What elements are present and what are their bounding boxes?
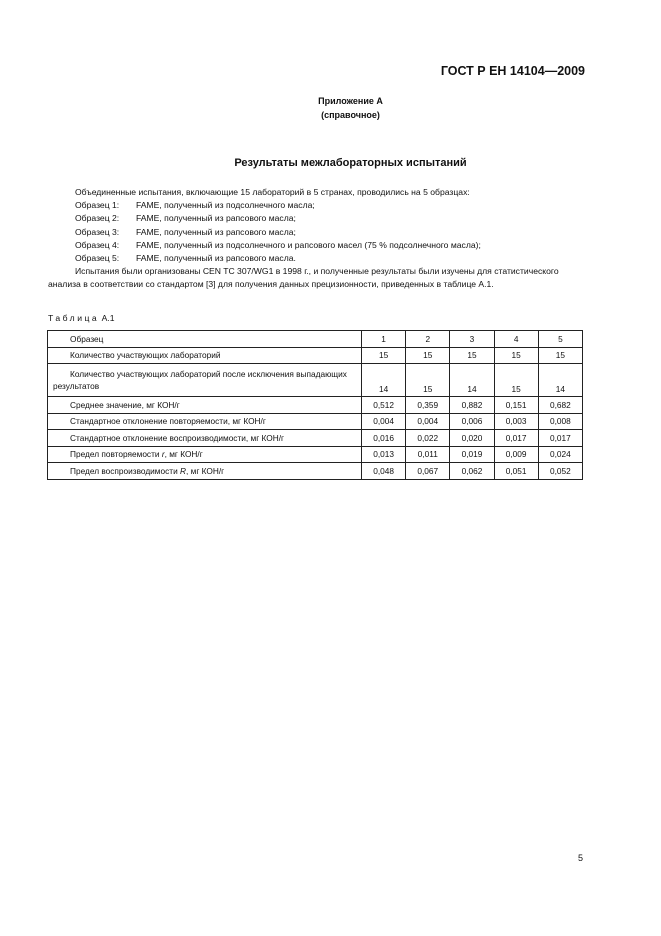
row-label [48, 463, 362, 480]
samples-list [48, 199, 584, 265]
document-code: ГОСТ Р ЕН 14104—2009 [440, 64, 585, 78]
sample-label: Образец 3: [75, 226, 120, 237]
value-cell: 15 [406, 364, 450, 397]
results-table [47, 330, 583, 480]
row-label: Среднее значение, мг КОН/г [48, 397, 362, 414]
row-label [48, 446, 362, 463]
header-cell: 3 [450, 331, 494, 348]
header-label-cell: Образец [48, 331, 362, 348]
value-cell: 0,016 [362, 430, 406, 447]
row-label-text: Предел повторяемости [70, 449, 162, 460]
value-cell: 0,020 [450, 430, 494, 447]
value-cell: 0,512 [362, 397, 406, 414]
row-label-symbol: r [161, 449, 165, 460]
row-label-unit: , мг КОН/г [164, 449, 203, 460]
section-title-text: Результаты межлабораторных испытаний [234, 157, 467, 169]
value-cell: 0,048 [362, 463, 406, 480]
list-item [48, 199, 584, 212]
row-label-unit: , мг КОН/г [186, 465, 225, 476]
row-label: Стандартное отклонение воспроизводимости, мг КОН/г [48, 430, 362, 447]
value-cell: 15 [494, 364, 538, 397]
value-cell: 0,882 [450, 397, 494, 414]
header-cell: 2 [406, 331, 450, 348]
conclusion-paragraph: Испытания были организованы CEN TC 307/WG1 в 1998 г., и полученные результаты были изучены для статистического анализа в соответствии со стандартом [3] для получения данных прецизионности, приведенных в таблице А.1. [48, 266, 559, 290]
value-cell: 0,008 [538, 413, 582, 430]
value-cell: 15 [450, 347, 494, 364]
value-cell: 0,062 [450, 463, 494, 480]
list-item [48, 212, 584, 225]
sample-label: Образец 5: [75, 253, 120, 264]
appendix-title: Приложение А [318, 96, 383, 106]
sample-text: FAME, полученный из рапсового масла; [136, 226, 296, 237]
value-cell: 0,009 [494, 446, 538, 463]
table-row [48, 446, 583, 463]
value-cell: 0,067 [406, 463, 450, 480]
table-row [48, 347, 583, 364]
value-cell: 0,051 [494, 463, 538, 480]
list-item [48, 239, 584, 252]
sample-label: Образец 1: [75, 200, 120, 211]
value-cell: 15 [406, 347, 450, 364]
sample-text: FAME, полученный из рапсового масла. [136, 253, 296, 264]
value-cell: 14 [538, 364, 582, 397]
value-cell: 0,011 [406, 446, 450, 463]
table-caption [48, 313, 115, 323]
table-row [48, 430, 583, 447]
row-label: Стандартное отклонение повторяемости, мг КОН/г [48, 413, 362, 430]
value-cell: 0,019 [450, 446, 494, 463]
intro-block [48, 186, 584, 292]
intro-paragraph: Объединенные испытания, включающие 15 лабораторий в 5 странах, проводились на 5 образцах: [75, 187, 470, 197]
sample-text: FAME, полученный из подсолнечного масла; [136, 200, 315, 211]
value-cell: 15 [362, 347, 406, 364]
row-label-text: Предел воспроизводимости [70, 465, 181, 476]
page-number: 5 [577, 853, 583, 863]
header-cell: 4 [494, 331, 538, 348]
header-cell: 5 [538, 331, 582, 348]
table-caption-id: А.1 [101, 313, 115, 323]
appendix-subtitle: (справочное) [321, 110, 380, 120]
value-cell: 0,004 [362, 413, 406, 430]
list-item [48, 252, 584, 265]
row-label: Количество участвующих лабораторий [48, 347, 362, 364]
value-cell: 0,017 [494, 430, 538, 447]
row-label: Количество участвующих лабораторий после исключения выпадающих результатов [48, 364, 362, 397]
value-cell: 0,013 [362, 446, 406, 463]
value-cell: 0,682 [538, 397, 582, 414]
sample-label: Образец 2: [75, 213, 120, 224]
value-cell: 0,006 [450, 413, 494, 430]
sample-label: Образец 4: [75, 239, 120, 250]
value-cell: 0,024 [538, 446, 582, 463]
value-cell: 0,017 [538, 430, 582, 447]
row-label-symbol: R [180, 465, 187, 476]
header-cell: 1 [362, 331, 406, 348]
section-title [0, 157, 661, 169]
table-row [48, 397, 583, 414]
table-row [48, 364, 583, 397]
list-item [48, 226, 584, 239]
table-caption-word: Таблица [48, 313, 100, 323]
table-row [48, 413, 583, 430]
value-cell: 0,052 [538, 463, 582, 480]
value-cell: 14 [450, 364, 494, 397]
value-cell: 14 [362, 364, 406, 397]
value-cell: 0,022 [406, 430, 450, 447]
table-header-row [48, 331, 583, 348]
value-cell: 0,004 [406, 413, 450, 430]
appendix-heading [0, 94, 661, 122]
value-cell: 0,003 [494, 413, 538, 430]
value-cell: 15 [538, 347, 582, 364]
sample-text: FAME, полученный из рапсового масла; [136, 213, 296, 224]
sample-text: FAME, полученный из подсолнечного и рапсового масел (75 % подсолнечного масла); [136, 239, 481, 250]
value-cell: 0,359 [406, 397, 450, 414]
value-cell: 0,151 [494, 397, 538, 414]
table-row [48, 463, 583, 480]
value-cell: 15 [494, 347, 538, 364]
